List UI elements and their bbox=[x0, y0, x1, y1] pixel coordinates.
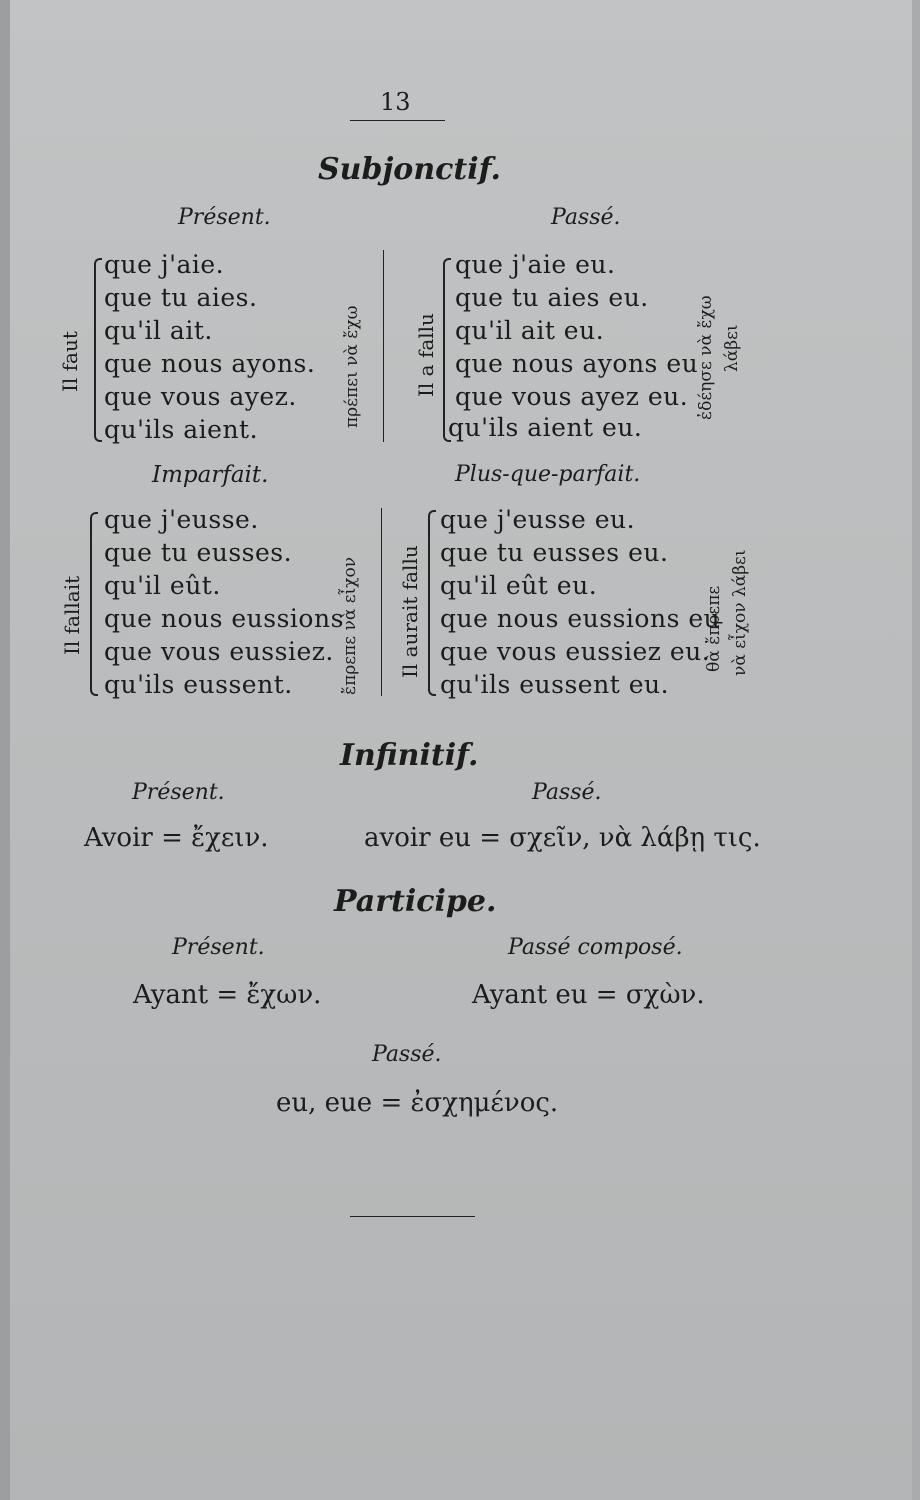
page-edge-right bbox=[912, 0, 920, 1500]
subj-pqp-label: Plus-que-parfait. bbox=[455, 462, 641, 487]
participe-passe-compose-text: Ayant eu = σχὼν. bbox=[472, 980, 705, 1010]
infinitif-present-label: Présent. bbox=[132, 780, 225, 805]
bottom-rule bbox=[350, 1216, 475, 1217]
subj-passe-label: Passé. bbox=[551, 205, 621, 230]
subj-passe-line: que tu aies eu. bbox=[455, 283, 649, 312]
subj-passe-line: que j'aie eu. bbox=[455, 250, 616, 279]
subj-passe-greek-1: ἐδέησε νὰ ἔχω bbox=[696, 295, 716, 420]
page-number: 13 bbox=[380, 88, 411, 116]
subj-passe-line: que nous ayons eu bbox=[455, 349, 699, 378]
top-rule bbox=[350, 120, 445, 121]
subj-present-greek: πρέπει νὰ ἔχω bbox=[342, 305, 362, 428]
infinitif-heading: Infinitif. bbox=[340, 738, 479, 773]
subj-imparfait-greek: ἔπρεπε νὰ εἶχον bbox=[340, 556, 360, 695]
subj-imparfait-line: qu'ils eussent. bbox=[104, 670, 293, 699]
subj-imparfait-line: que nous eussions bbox=[104, 604, 344, 633]
participe-present-label: Présent. bbox=[172, 935, 265, 960]
subj-imparfait-aux: Il fallait bbox=[60, 575, 84, 655]
subj-imparfait-line: que tu eusses. bbox=[104, 538, 293, 567]
column-divider bbox=[383, 250, 384, 442]
subj-passe-line: qu'ils aient eu. bbox=[448, 413, 643, 442]
infinitif-present-text: Avoir = ἔχειν. bbox=[84, 823, 269, 853]
participe-present-text: Ayant = ἔχων. bbox=[133, 980, 322, 1010]
subj-passe-line: que vous ayez eu. bbox=[455, 382, 689, 411]
subj-pqp-greek-1: θὰ ἔπρεπε bbox=[704, 585, 724, 672]
infinitif-passe-label: Passé. bbox=[532, 780, 602, 805]
subj-imparfait-label: Imparfait. bbox=[152, 462, 269, 488]
subj-present-line: qu'ils aient. bbox=[104, 415, 259, 444]
subj-pqp-line: que vous eussiez eu. bbox=[440, 637, 711, 666]
participe-heading: Participe. bbox=[334, 884, 497, 919]
subj-passe-aux: Il a fallu bbox=[414, 313, 438, 397]
subj-present-line: que tu aies. bbox=[104, 283, 258, 312]
subj-passe-greek-2: λάβει bbox=[722, 324, 742, 372]
subj-pqp-line: qu'ils eussent eu. bbox=[440, 670, 670, 699]
subj-imparfait-brace bbox=[90, 512, 98, 696]
participe-passe-text: eu, eue = ἐσχημένος. bbox=[276, 1088, 559, 1118]
subj-present-label: Présent. bbox=[178, 205, 271, 230]
subj-present-brace bbox=[94, 258, 102, 442]
participe-passe-compose-label: Passé composé. bbox=[508, 935, 683, 960]
subj-present-line: qu'il ait. bbox=[104, 316, 213, 345]
subj-pqp-brace bbox=[428, 510, 436, 696]
subj-imparfait-line: que vous eussiez. bbox=[104, 637, 334, 666]
subj-present-line: que nous ayons. bbox=[104, 349, 316, 378]
column-divider bbox=[381, 508, 382, 696]
subjonctif-heading: Subjonctif. bbox=[318, 152, 501, 187]
subj-passe-line: qu'il ait eu. bbox=[455, 316, 605, 345]
subj-pqp-line: que j'eusse eu. bbox=[440, 505, 636, 534]
subj-pqp-aux: Il aurait fallu bbox=[398, 545, 422, 678]
participe-passe-label: Passé. bbox=[372, 1042, 442, 1067]
infinitif-passe-text: avoir eu = σχεῖν, νὰ λάβῃ τις. bbox=[364, 823, 761, 853]
subj-pqp-line: que nous eussions eu bbox=[440, 604, 721, 633]
subj-pqp-line: que tu eusses eu. bbox=[440, 538, 669, 567]
subj-pqp-greek-2: νὰ εἶχον λάβει bbox=[730, 549, 750, 676]
page-edge-left bbox=[0, 0, 10, 1500]
subj-present-line: que vous ayez. bbox=[104, 382, 297, 411]
subj-imparfait-line: que j'eusse. bbox=[104, 505, 259, 534]
subj-present-aux: Il faut bbox=[58, 331, 82, 392]
subj-pqp-line: qu'il eût eu. bbox=[440, 571, 598, 600]
subj-imparfait-line: qu'il eût. bbox=[104, 571, 221, 600]
subj-present-line: que j'aie. bbox=[104, 250, 225, 279]
